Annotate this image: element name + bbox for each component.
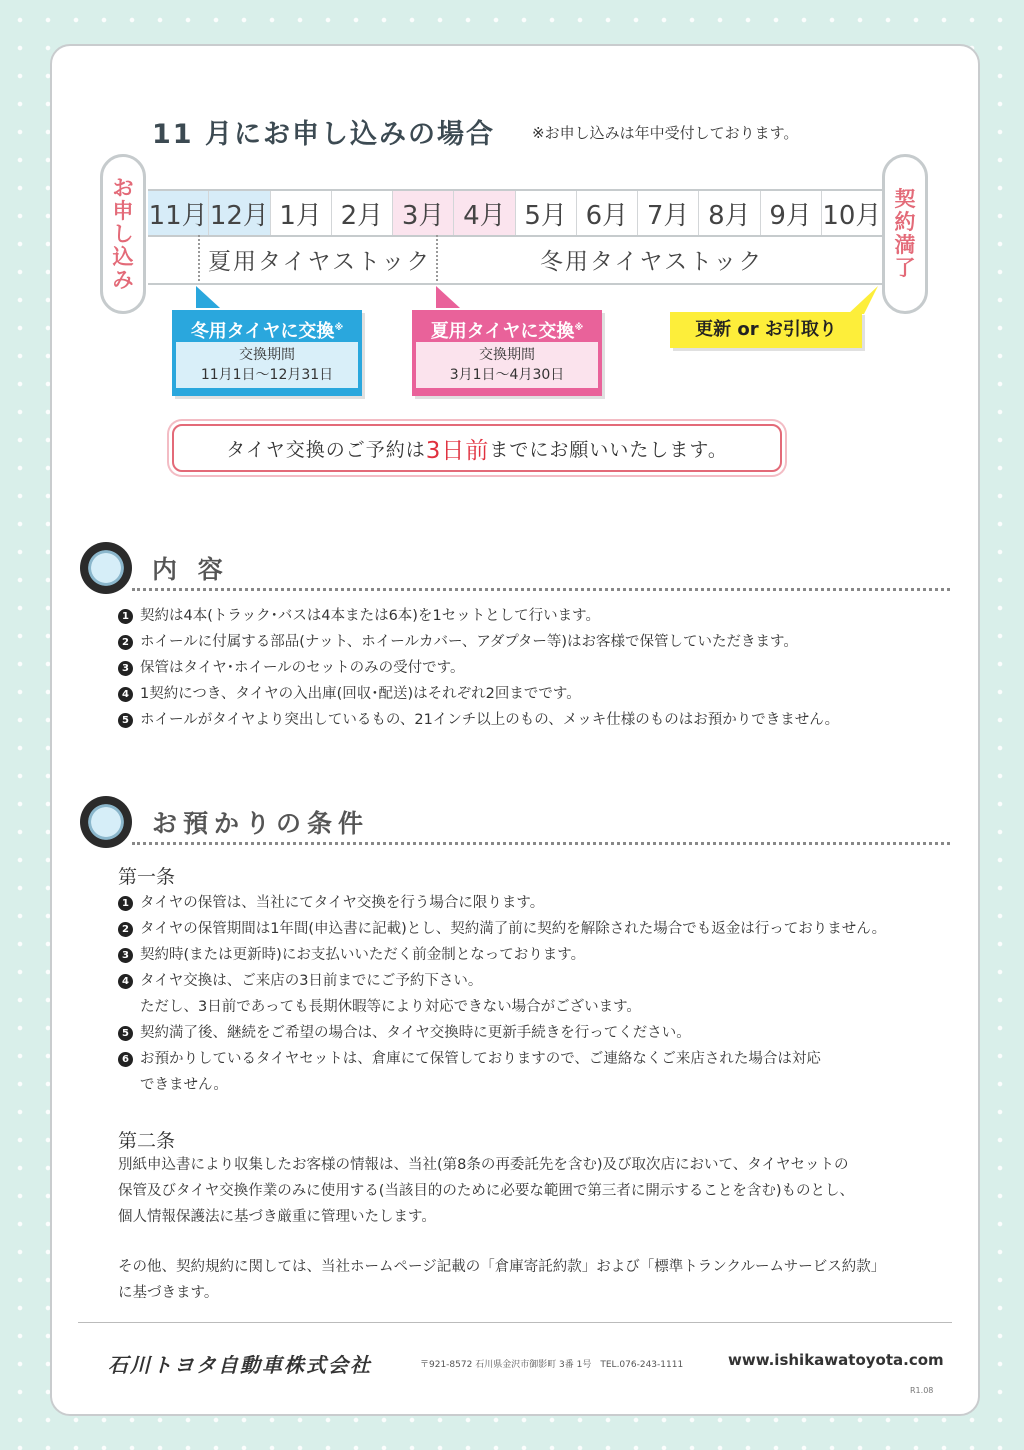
number-badge: 1	[118, 609, 133, 624]
list-item	[118, 1046, 886, 1072]
footnote-mark: ※	[574, 323, 584, 333]
callout-body	[176, 342, 358, 388]
other-terms-text	[118, 1254, 885, 1306]
number-badge: 4	[118, 974, 133, 989]
tyre-icon	[80, 542, 132, 594]
item-text: 契約満了後、継続をご希望の場合は、タイヤ交換時に更新手続きを行ってください。	[140, 1025, 691, 1041]
footnote-mark: ※	[334, 323, 344, 333]
list-item	[118, 603, 839, 629]
month-cell: 7月	[638, 191, 699, 235]
winter-change-callout	[172, 310, 362, 396]
contents-list	[118, 603, 839, 733]
item-text: タイヤの保管期間は1年間(申込書に記載)とし、契約満了前に契約を解除された場合でも返金は行っておりません。	[140, 921, 887, 937]
month-cell: 8月	[699, 191, 760, 235]
renew-pointer	[842, 282, 882, 316]
summer-pointer	[432, 282, 462, 312]
end-label-char: 満	[894, 233, 916, 257]
month-cell: 11月	[148, 191, 209, 235]
item-text: 保管はタイヤ･ホイールのセットのみの受付です。	[140, 660, 465, 676]
paragraph-line: その他、契約規約に関しては、当社ホームページ記載の「倉庫寄託約款」および「標準トランクルームサービス約款」	[118, 1259, 886, 1275]
winter-stock-label: 冬用タイヤストック	[540, 249, 764, 275]
contents-section-heading	[80, 542, 950, 598]
item-text: ホイールがタイヤより突出しているもの、21インチ以上のもの、メッキ仕様のものはお預かりできません。	[140, 712, 840, 728]
start-label-char: 申	[112, 198, 134, 223]
paragraph-line: に基づきます。	[118, 1285, 219, 1301]
callout-body	[416, 342, 598, 388]
reserve-text: までにお願いいたします。	[489, 438, 728, 461]
item-text: ホイールに付属する部品(ナット、ホイールカバー、アダプター等)はお客様で保管していただきます。	[140, 634, 798, 650]
callout-title	[416, 314, 598, 342]
stock-row	[148, 235, 882, 285]
number-badge: 2	[118, 635, 133, 650]
divider	[436, 235, 438, 281]
list-item	[118, 916, 886, 942]
number-badge: 4	[118, 687, 133, 702]
paragraph-line: 保管及びタイヤ交換作業のみに使用する(当該目的のために必要な範囲で第三者に開示することを含む)ものとし、	[118, 1183, 855, 1199]
item-text: タイヤ交換は、ご来店の3日前までにご予約下さい。	[140, 973, 483, 989]
list-item	[118, 707, 839, 733]
renew-or-return-callout: 更新 or お引取り	[670, 312, 862, 348]
article-2-title: 第二条	[118, 1130, 176, 1152]
end-label-char: 契	[894, 187, 916, 211]
revision-code: R1.08	[910, 1386, 934, 1395]
application-start-cap	[100, 154, 146, 314]
start-label-char: 込	[112, 244, 134, 269]
period-label: 交換期間	[479, 347, 535, 363]
month-cell: 3月	[393, 191, 454, 235]
item-text: タイヤの保管は、当社にてタイヤ交換を行う場合に限ります。	[140, 895, 545, 911]
start-label-char: し	[112, 221, 134, 246]
number-badge: 5	[118, 1026, 133, 1041]
section-title: 内 容	[152, 555, 229, 584]
dotted-rule	[132, 588, 950, 591]
month-cell: 12月	[209, 191, 270, 235]
item-text: 契約は4本(トラック･バスは4本または6本)を1セットとして行います。	[140, 608, 601, 624]
callout-title	[176, 314, 358, 342]
application-note: ※お申し込みは年中受付しております。	[532, 124, 799, 142]
summer-change-callout	[412, 310, 602, 396]
number-badge: 1	[118, 896, 133, 911]
company-address: 〒921-8572 石川県金沢市御影町 3番 1号 TEL.076-243-1111	[420, 1360, 684, 1370]
footer-rule	[78, 1322, 952, 1323]
article-1-list	[118, 890, 886, 1098]
divider	[198, 235, 200, 281]
article-1-title: 第一条	[118, 866, 176, 888]
company-logo-text: 石川トヨタ自動車株式会社	[108, 1353, 372, 1377]
document-page	[50, 44, 980, 1416]
month-cell: 4月	[454, 191, 515, 235]
month-cell: 10月	[822, 200, 882, 231]
item-text: お預かりしているタイヤセットは、倉庫にて保管しておりますので、ご連絡なくご来店された場合は対応	[140, 1051, 821, 1067]
month-cell: 5月	[516, 191, 577, 235]
month-cell: 6月	[577, 191, 638, 235]
end-label-char: 約	[894, 210, 916, 234]
summer-stock-label: 夏用タイヤストック	[208, 249, 432, 275]
list-item	[118, 942, 886, 968]
list-item-continuation: できません。	[140, 1077, 228, 1093]
list-item	[118, 968, 886, 994]
reservation-notice	[172, 424, 782, 472]
end-label-char: 了	[894, 256, 916, 280]
number-badge: 3	[118, 948, 133, 963]
period-range: 11月1日〜12月31日	[200, 367, 334, 383]
tyre-icon	[80, 796, 132, 848]
number-badge: 3	[118, 661, 133, 676]
callout-title-text: 冬用タイヤに交換	[190, 321, 335, 342]
period-range: 3月1日〜4月30日	[449, 367, 565, 383]
period-label: 交換期間	[239, 347, 295, 363]
reserve-highlight: 3日前	[425, 437, 490, 464]
paragraph-line: 個人情報保護法に基づき厳重に管理いたします。	[118, 1209, 436, 1225]
dotted-rule	[132, 842, 950, 845]
number-badge: 2	[118, 922, 133, 937]
paragraph-line: 別紙申込書により収集したお客様の情報は、当社(第8条の再委託先を含む)及び取次店において、タイヤセットの	[118, 1157, 849, 1173]
page-title: 11 月にお申し込みの場合	[152, 119, 495, 150]
winter-pointer	[192, 282, 222, 312]
start-label-char: お	[112, 175, 134, 200]
month-cell: 1月	[271, 191, 332, 235]
month-timeline	[148, 189, 882, 237]
number-badge: 5	[118, 713, 133, 728]
item-text: 契約時(または更新時)にお支払いいただく前金制となっております。	[140, 947, 586, 963]
list-item	[118, 629, 839, 655]
list-item	[118, 1020, 886, 1046]
contract-end-cap	[882, 154, 928, 314]
reserve-text: タイヤ交換のご予約は	[226, 438, 426, 461]
conditions-section-heading	[80, 796, 950, 852]
start-label-char: み	[112, 267, 134, 292]
list-item-continuation: ただし、3日前であっても長期休暇等により対応できない場合がございます。	[140, 999, 641, 1015]
month-cell: 9月	[761, 191, 822, 235]
list-item	[118, 655, 839, 681]
list-item	[118, 681, 839, 707]
month-cell: 2月	[332, 191, 393, 235]
list-item	[118, 890, 886, 916]
number-badge: 6	[118, 1052, 133, 1067]
callout-title-text: 夏用タイヤに交換	[430, 321, 575, 342]
item-text: 1契約につき、タイヤの入出庫(回収･配送)はそれぞれ2回までです。	[140, 686, 581, 702]
article-2-text	[118, 1152, 854, 1230]
company-url[interactable]: www.ishikawatoyota.com	[728, 1351, 944, 1369]
section-title: お預かりの条件	[152, 809, 370, 838]
